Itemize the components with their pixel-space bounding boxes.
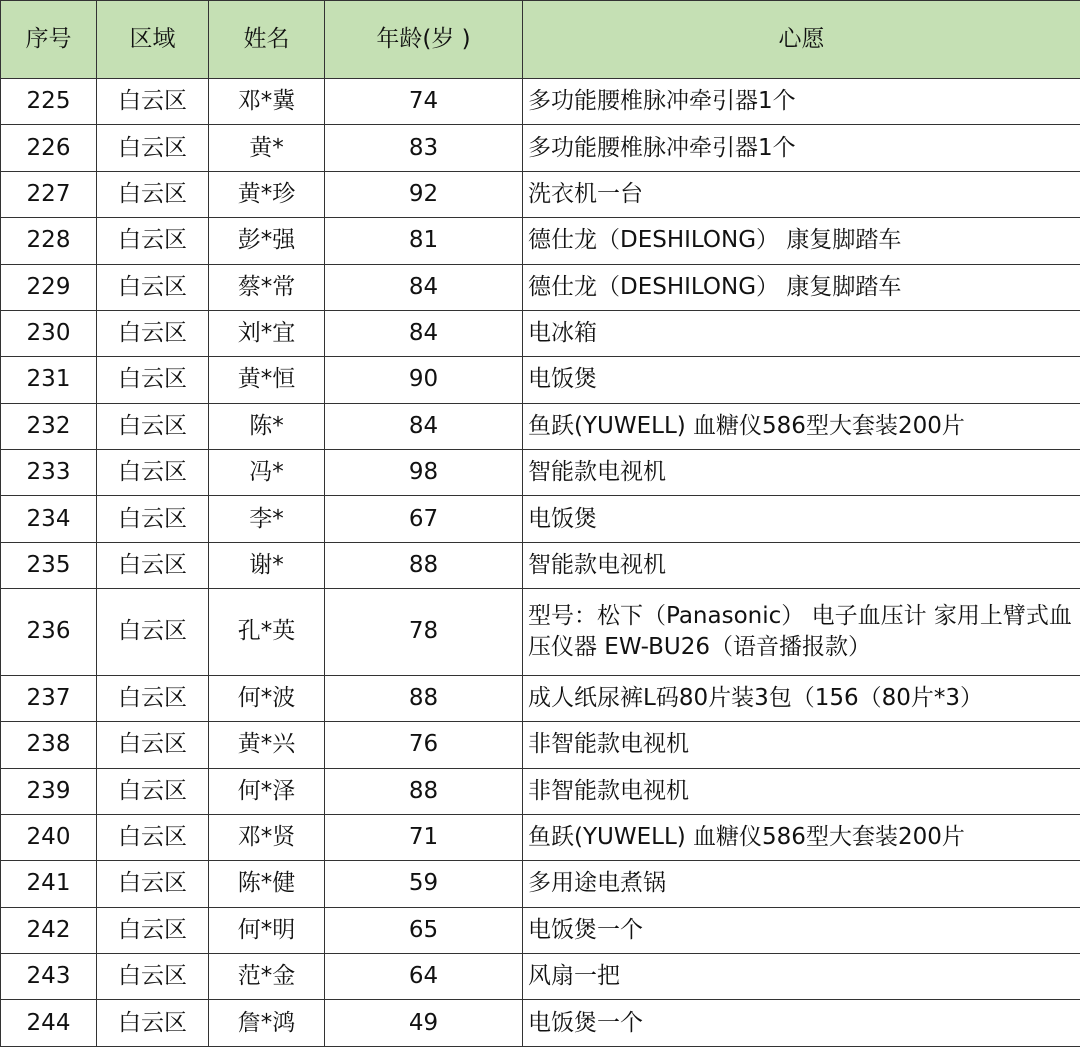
cell-no: 238	[1, 722, 97, 768]
cell-name: 黄*兴	[209, 722, 325, 768]
table-header	[1, 1, 1080, 79]
table-row	[1, 218, 1080, 264]
cell-name: 陈*健	[209, 861, 325, 907]
cell-no: 226	[1, 125, 97, 171]
cell-district: 白云区	[97, 403, 209, 449]
table-row	[1, 310, 1080, 356]
cell-no: 239	[1, 768, 97, 814]
cell-age: 88	[325, 542, 523, 588]
cell-no: 237	[1, 675, 97, 721]
cell-wish: 电饭煲一个	[523, 1000, 1080, 1047]
cell-age: 78	[325, 589, 523, 676]
table-row	[1, 79, 1080, 125]
header-wish: 心愿	[523, 1, 1080, 79]
cell-no: 243	[1, 954, 97, 1000]
table-row	[1, 264, 1080, 310]
cell-name: 刘*宜	[209, 310, 325, 356]
cell-wish: 成人纸尿裤L码80片装3包（156（80片*3）	[523, 675, 1080, 721]
cell-district: 白云区	[97, 310, 209, 356]
cell-district: 白云区	[97, 357, 209, 403]
cell-age: 88	[325, 675, 523, 721]
cell-name: 黄*珍	[209, 171, 325, 217]
cell-wish: 电饭煲	[523, 357, 1080, 403]
cell-district: 白云区	[97, 954, 209, 1000]
cell-wish: 德仕龙（DESHILONG） 康复脚踏车	[523, 218, 1080, 264]
cell-wish: 德仕龙（DESHILONG） 康复脚踏车	[523, 264, 1080, 310]
cell-name: 何*明	[209, 907, 325, 953]
cell-district: 白云区	[97, 496, 209, 542]
cell-district: 白云区	[97, 542, 209, 588]
cell-wish: 多用途电煮锅	[523, 861, 1080, 907]
cell-no: 227	[1, 171, 97, 217]
table-row	[1, 907, 1080, 953]
header-row	[1, 1, 1080, 79]
cell-age: 81	[325, 218, 523, 264]
cell-no: 235	[1, 542, 97, 588]
cell-no: 242	[1, 907, 97, 953]
cell-district: 白云区	[97, 589, 209, 676]
cell-no: 244	[1, 1000, 97, 1047]
cell-wish: 非智能款电视机	[523, 768, 1080, 814]
cell-wish: 电冰箱	[523, 310, 1080, 356]
table-row	[1, 722, 1080, 768]
cell-name: 邓*冀	[209, 79, 325, 125]
cell-name: 谢*	[209, 542, 325, 588]
table-body	[1, 79, 1080, 1047]
cell-no: 230	[1, 310, 97, 356]
cell-no: 232	[1, 403, 97, 449]
cell-name: 何*波	[209, 675, 325, 721]
cell-no: 240	[1, 814, 97, 860]
cell-age: 83	[325, 125, 523, 171]
cell-no: 233	[1, 450, 97, 496]
cell-age: 88	[325, 768, 523, 814]
cell-district: 白云区	[97, 907, 209, 953]
header-no: 序号	[1, 1, 97, 79]
cell-no: 231	[1, 357, 97, 403]
cell-age: 64	[325, 954, 523, 1000]
cell-age: 84	[325, 264, 523, 310]
cell-district: 白云区	[97, 264, 209, 310]
table-row	[1, 954, 1080, 1000]
cell-age: 49	[325, 1000, 523, 1047]
cell-age: 65	[325, 907, 523, 953]
table-row	[1, 542, 1080, 588]
cell-wish: 型号：松下（Panasonic） 电子血压计 家用上臂式血压仪器 EW-BU26（语音播报款）	[523, 589, 1080, 676]
table-row	[1, 171, 1080, 217]
cell-district: 白云区	[97, 675, 209, 721]
cell-district: 白云区	[97, 814, 209, 860]
cell-name: 彭*强	[209, 218, 325, 264]
cell-name: 何*泽	[209, 768, 325, 814]
cell-name: 黄*	[209, 125, 325, 171]
cell-no: 229	[1, 264, 97, 310]
cell-district: 白云区	[97, 1000, 209, 1047]
cell-district: 白云区	[97, 218, 209, 264]
cell-age: 67	[325, 496, 523, 542]
cell-wish: 风扇一把	[523, 954, 1080, 1000]
cell-wish: 多功能腰椎脉冲牵引器1个	[523, 125, 1080, 171]
cell-age: 59	[325, 861, 523, 907]
header-age: 年龄(岁 )	[325, 1, 523, 79]
cell-wish: 智能款电视机	[523, 542, 1080, 588]
cell-district: 白云区	[97, 722, 209, 768]
header-name: 姓名	[209, 1, 325, 79]
table-row	[1, 403, 1080, 449]
cell-wish: 智能款电视机	[523, 450, 1080, 496]
cell-age: 74	[325, 79, 523, 125]
cell-district: 白云区	[97, 450, 209, 496]
cell-age: 76	[325, 722, 523, 768]
cell-wish: 电饭煲	[523, 496, 1080, 542]
cell-wish: 多功能腰椎脉冲牵引器1个	[523, 79, 1080, 125]
cell-age: 84	[325, 403, 523, 449]
cell-no: 241	[1, 861, 97, 907]
cell-name: 范*金	[209, 954, 325, 1000]
table-row	[1, 1000, 1080, 1047]
table-row	[1, 125, 1080, 171]
table-row	[1, 496, 1080, 542]
cell-wish: 鱼跃(YUWELL) 血糖仪586型大套装200片	[523, 403, 1080, 449]
table-row	[1, 589, 1080, 676]
cell-name: 黄*恒	[209, 357, 325, 403]
cell-age: 98	[325, 450, 523, 496]
table-row	[1, 357, 1080, 403]
table-row	[1, 814, 1080, 860]
cell-wish: 鱼跃(YUWELL) 血糖仪586型大套装200片	[523, 814, 1080, 860]
cell-district: 白云区	[97, 768, 209, 814]
cell-district: 白云区	[97, 861, 209, 907]
cell-no: 228	[1, 218, 97, 264]
cell-name: 陈*	[209, 403, 325, 449]
cell-name: 詹*鸿	[209, 1000, 325, 1047]
cell-district: 白云区	[97, 79, 209, 125]
table-row	[1, 861, 1080, 907]
table-row	[1, 450, 1080, 496]
cell-name: 邓*贤	[209, 814, 325, 860]
table-row	[1, 768, 1080, 814]
cell-age: 90	[325, 357, 523, 403]
cell-age: 84	[325, 310, 523, 356]
cell-name: 李*	[209, 496, 325, 542]
cell-district: 白云区	[97, 125, 209, 171]
cell-wish: 洗衣机一台	[523, 171, 1080, 217]
cell-name: 蔡*常	[209, 264, 325, 310]
cell-wish: 电饭煲一个	[523, 907, 1080, 953]
cell-name: 孔*英	[209, 589, 325, 676]
cell-name: 冯*	[209, 450, 325, 496]
cell-no: 225	[1, 79, 97, 125]
cell-no: 234	[1, 496, 97, 542]
cell-age: 92	[325, 171, 523, 217]
cell-wish: 非智能款电视机	[523, 722, 1080, 768]
cell-district: 白云区	[97, 171, 209, 217]
cell-no: 236	[1, 589, 97, 676]
table-row	[1, 675, 1080, 721]
header-district: 区域	[97, 1, 209, 79]
cell-age: 71	[325, 814, 523, 860]
